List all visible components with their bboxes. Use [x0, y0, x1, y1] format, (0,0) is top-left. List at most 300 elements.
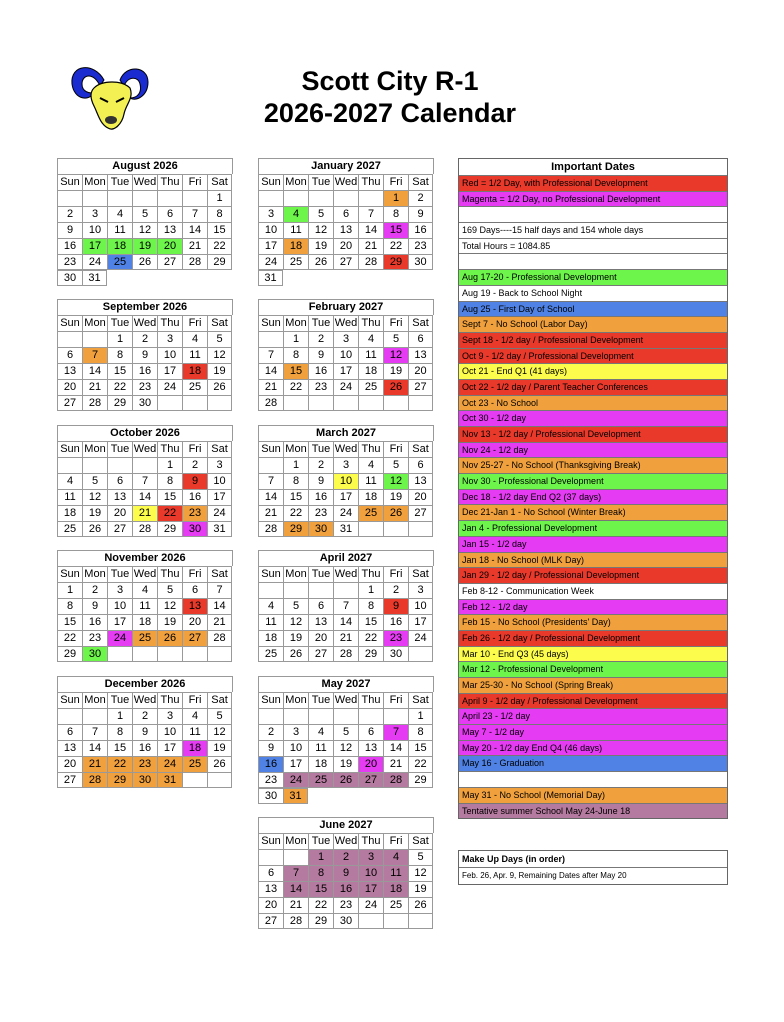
- day-cell: 5: [308, 206, 333, 222]
- weekday-label: Fri: [383, 441, 408, 457]
- day-cell: 4: [258, 598, 283, 614]
- day-cell: 25: [358, 505, 383, 521]
- day-cell: 22: [207, 238, 232, 254]
- important-date-row: Jan 18 - No School (MLK Day): [459, 552, 727, 568]
- day-cell: 24: [207, 505, 232, 521]
- empty-cell: [358, 708, 383, 724]
- day-cell: 2: [383, 582, 408, 598]
- empty-cell: [408, 913, 433, 929]
- week-row: [57, 646, 233, 662]
- day-cell: 26: [207, 756, 232, 772]
- month-title: October 2026: [57, 425, 233, 441]
- week-row: [258, 913, 434, 929]
- weekday-header: [57, 441, 233, 457]
- week-row: [57, 238, 233, 254]
- empty-cell: [383, 521, 408, 537]
- day-cell: 20: [333, 238, 358, 254]
- important-date-row: Sept 7 - No School (Labor Day): [459, 316, 727, 332]
- day-cell: 17: [207, 489, 232, 505]
- day-cell: 10: [283, 740, 308, 756]
- day-cell: 15: [308, 881, 333, 897]
- day-cell: 16: [258, 756, 283, 772]
- week-row: [57, 756, 233, 772]
- day-cell: 31: [82, 270, 107, 286]
- day-cell: 8: [57, 598, 82, 614]
- day-cell: 21: [132, 505, 157, 521]
- day-cell: 1: [107, 331, 132, 347]
- day-cell: 1: [57, 582, 82, 598]
- day-cell: 17: [333, 363, 358, 379]
- day-cell: 27: [57, 395, 82, 411]
- day-cell: 18: [57, 505, 82, 521]
- month-title: June 2027: [258, 817, 434, 833]
- day-cell: 23: [57, 254, 82, 270]
- day-cell: 31: [283, 788, 308, 804]
- important-date-row: Sept 18 - 1/2 day / Professional Development: [459, 332, 727, 348]
- day-cell: 27: [157, 254, 182, 270]
- day-cell: 13: [157, 222, 182, 238]
- week-row: [57, 254, 233, 270]
- day-cell: 29: [383, 254, 408, 270]
- day-cell: 28: [333, 646, 358, 662]
- day-cell: 3: [258, 206, 283, 222]
- day-cell: 4: [383, 849, 408, 865]
- month-calendar: [57, 158, 233, 286]
- day-cell: 1: [358, 582, 383, 598]
- day-cell: 14: [283, 881, 308, 897]
- empty-cell: [258, 582, 283, 598]
- day-cell: 8: [383, 206, 408, 222]
- day-cell: 3: [283, 724, 308, 740]
- day-cell: 30: [333, 913, 358, 929]
- month-title: December 2026: [57, 676, 233, 692]
- week-row: [258, 254, 434, 270]
- day-cell: 27: [408, 505, 433, 521]
- day-cell: 14: [132, 489, 157, 505]
- empty-cell: [82, 708, 107, 724]
- makeup-days-title: Make Up Days (in order): [459, 851, 727, 868]
- important-date-row: Feb 8-12 - Communication Week: [459, 583, 727, 599]
- empty-cell: [182, 646, 207, 662]
- day-cell: 17: [157, 363, 182, 379]
- weekday-label: Mon: [283, 692, 308, 708]
- empty-cell: [283, 395, 308, 411]
- day-cell: 14: [82, 740, 107, 756]
- day-cell: 26: [308, 254, 333, 270]
- day-cell: 28: [132, 521, 157, 537]
- empty-cell: [283, 270, 308, 286]
- week-row: [57, 598, 233, 614]
- day-cell: 25: [182, 756, 207, 772]
- day-cell: 30: [182, 521, 207, 537]
- day-cell: 2: [408, 190, 433, 206]
- empty-cell: [383, 270, 408, 286]
- day-cell: 25: [57, 521, 82, 537]
- important-date-row: 169 Days----15 half days and 154 whole days: [459, 222, 727, 238]
- important-date-row: Oct 22 - 1/2 day / Parent Teacher Conferences: [459, 379, 727, 395]
- day-cell: 10: [157, 724, 182, 740]
- makeup-days-text: Feb. 26, Apr. 9, Remaining Dates after May 20: [462, 871, 627, 880]
- day-cell: 17: [408, 614, 433, 630]
- empty-cell: [333, 582, 358, 598]
- day-cell: 27: [358, 772, 383, 788]
- day-cell: 3: [333, 457, 358, 473]
- empty-cell: [157, 190, 182, 206]
- empty-cell: [157, 395, 182, 411]
- empty-cell: [82, 457, 107, 473]
- week-row: [258, 772, 434, 788]
- important-date-row: Aug 25 - First Day of School: [459, 301, 727, 317]
- empty-cell: [132, 270, 157, 286]
- day-cell: 22: [408, 756, 433, 772]
- month-title: May 2027: [258, 676, 434, 692]
- day-cell: 20: [358, 756, 383, 772]
- empty-cell: [333, 190, 358, 206]
- empty-cell: [107, 190, 132, 206]
- day-cell: 16: [383, 614, 408, 630]
- day-cell: 4: [182, 708, 207, 724]
- day-cell: 2: [308, 331, 333, 347]
- day-cell: 17: [283, 756, 308, 772]
- weekday-label: Fri: [383, 692, 408, 708]
- day-cell: 4: [358, 331, 383, 347]
- day-cell: 28: [258, 521, 283, 537]
- day-cell: 4: [182, 331, 207, 347]
- day-cell: 19: [132, 238, 157, 254]
- weekday-label: Tue: [107, 174, 132, 190]
- day-cell: 12: [408, 865, 433, 881]
- day-cell: 24: [333, 505, 358, 521]
- important-date-row: Magenta = 1/2 Day, no Professional Development: [459, 191, 727, 207]
- empty-cell: [358, 913, 383, 929]
- weekday-label: Thu: [358, 174, 383, 190]
- day-cell: 19: [333, 756, 358, 772]
- month-title: January 2027: [258, 158, 434, 174]
- week-row: [258, 505, 434, 521]
- weekday-label: Mon: [283, 315, 308, 331]
- weekday-label: Mon: [82, 441, 107, 457]
- day-cell: 24: [258, 254, 283, 270]
- day-cell: 30: [308, 521, 333, 537]
- week-row: [57, 582, 233, 598]
- day-cell: 15: [383, 222, 408, 238]
- ram-logo: [64, 58, 160, 136]
- day-cell: 7: [82, 347, 107, 363]
- empty-cell: [182, 270, 207, 286]
- day-cell: 18: [132, 614, 157, 630]
- day-cell: 24: [107, 630, 132, 646]
- day-cell: 11: [258, 614, 283, 630]
- day-cell: 7: [182, 206, 207, 222]
- day-cell: 29: [283, 521, 308, 537]
- empty-cell: [408, 270, 433, 286]
- day-cell: 29: [57, 646, 82, 662]
- empty-cell: [258, 708, 283, 724]
- empty-cell: [182, 190, 207, 206]
- day-cell: 15: [207, 222, 232, 238]
- weekday-label: Wed: [334, 568, 358, 580]
- important-date-row: Nov 24 - 1/2 day: [459, 442, 727, 458]
- day-cell: 15: [157, 489, 182, 505]
- weekday-label: Tue: [308, 833, 333, 849]
- day-cell: 15: [107, 740, 132, 756]
- month-calendar: [258, 158, 434, 286]
- day-cell: 8: [107, 347, 132, 363]
- day-cell: 24: [358, 897, 383, 913]
- week-row: [258, 756, 434, 772]
- weekday-label: Wed: [334, 835, 358, 847]
- important-date-row: Oct 21 - End Q1 (41 days): [459, 363, 727, 379]
- day-cell: 9: [408, 206, 433, 222]
- day-cell: 11: [358, 473, 383, 489]
- weekday-label: Fri: [383, 566, 408, 582]
- week-row: [258, 222, 434, 238]
- day-cell: 23: [182, 505, 207, 521]
- day-cell: 22: [57, 630, 82, 646]
- empty-cell: [383, 708, 408, 724]
- weekday-label: Wed: [133, 176, 157, 188]
- day-cell: 26: [157, 630, 182, 646]
- day-cell: 11: [358, 347, 383, 363]
- day-cell: 12: [82, 489, 107, 505]
- week-row: [258, 708, 434, 724]
- day-cell: 7: [82, 724, 107, 740]
- day-cell: 5: [383, 457, 408, 473]
- day-cell: 21: [258, 505, 283, 521]
- day-cell: 20: [57, 756, 82, 772]
- empty-cell: [308, 190, 333, 206]
- weekday-label: Sun: [258, 833, 283, 849]
- day-cell: 13: [308, 614, 333, 630]
- day-cell: 24: [82, 254, 107, 270]
- day-cell: 12: [132, 222, 157, 238]
- empty-cell: [157, 646, 182, 662]
- day-cell: 12: [308, 222, 333, 238]
- day-cell: 24: [283, 772, 308, 788]
- day-cell: 7: [258, 473, 283, 489]
- day-cell: 30: [383, 646, 408, 662]
- day-cell: 14: [258, 363, 283, 379]
- weekday-label: Thu: [157, 566, 182, 582]
- important-date-row: Oct 30 - 1/2 day: [459, 410, 727, 426]
- weekday-header: [258, 833, 434, 849]
- day-cell: 20: [258, 897, 283, 913]
- week-row: [57, 395, 233, 411]
- day-cell: 6: [258, 865, 283, 881]
- day-cell: 29: [408, 772, 433, 788]
- day-cell: 18: [107, 238, 132, 254]
- day-cell: 6: [308, 598, 333, 614]
- day-cell: 30: [408, 254, 433, 270]
- day-cell: 12: [333, 740, 358, 756]
- weekday-label: Sat: [207, 174, 232, 190]
- day-cell: 1: [408, 708, 433, 724]
- week-row: [258, 865, 434, 881]
- day-cell: 13: [358, 740, 383, 756]
- day-cell: 23: [383, 630, 408, 646]
- important-date-row: Feb 26 - 1/2 day / Professional Development: [459, 630, 727, 646]
- month-calendar: [57, 550, 233, 662]
- weekday-label: Tue: [107, 315, 132, 331]
- month-title: April 2027: [258, 550, 434, 566]
- day-cell: 10: [207, 473, 232, 489]
- day-cell: 11: [132, 598, 157, 614]
- empty-cell: [308, 788, 333, 804]
- day-cell: 28: [358, 254, 383, 270]
- weekday-label: Tue: [107, 692, 132, 708]
- weekday-label: Sun: [258, 692, 283, 708]
- day-cell: 23: [132, 379, 157, 395]
- day-cell: 9: [182, 473, 207, 489]
- day-cell: 18: [182, 363, 207, 379]
- weekday-label: Mon: [283, 566, 308, 582]
- day-cell: 26: [283, 646, 308, 662]
- important-date-row: [459, 253, 727, 269]
- day-cell: 13: [57, 363, 82, 379]
- important-date-row: Nov 30 - Professional Development: [459, 473, 727, 489]
- day-cell: 21: [82, 379, 107, 395]
- weekday-label: Mon: [283, 441, 308, 457]
- week-row: [258, 881, 434, 897]
- day-cell: 6: [358, 724, 383, 740]
- week-row: [57, 206, 233, 222]
- empty-cell: [358, 521, 383, 537]
- weekday-label: Wed: [334, 694, 358, 706]
- day-cell: 4: [57, 473, 82, 489]
- empty-cell: [57, 190, 82, 206]
- day-cell: 14: [182, 222, 207, 238]
- week-row: [258, 347, 434, 363]
- day-cell: 31: [333, 521, 358, 537]
- day-cell: 3: [207, 457, 232, 473]
- month-calendar: [258, 550, 434, 662]
- weekday-label: Tue: [308, 441, 333, 457]
- day-cell: 23: [408, 238, 433, 254]
- week-row: [258, 630, 434, 646]
- day-cell: 12: [383, 473, 408, 489]
- important-date-row: Jan 15 - 1/2 day: [459, 536, 727, 552]
- day-cell: 27: [258, 913, 283, 929]
- day-cell: 23: [308, 379, 333, 395]
- weekday-label: Thu: [358, 441, 383, 457]
- month-calendar: [258, 299, 434, 411]
- day-cell: 10: [333, 347, 358, 363]
- weekday-label: Tue: [308, 566, 333, 582]
- day-cell: 14: [207, 598, 232, 614]
- empty-cell: [182, 395, 207, 411]
- weekday-label: Mon: [283, 174, 308, 190]
- day-cell: 1: [308, 849, 333, 865]
- day-cell: 10: [408, 598, 433, 614]
- week-row: [258, 582, 434, 598]
- day-cell: 27: [57, 772, 82, 788]
- day-cell: 15: [283, 363, 308, 379]
- day-cell: 16: [132, 740, 157, 756]
- weekday-header: [258, 441, 434, 457]
- weekday-label: Fri: [383, 174, 408, 190]
- weekday-header: [57, 315, 233, 331]
- day-cell: 16: [82, 614, 107, 630]
- day-cell: 17: [358, 881, 383, 897]
- weekday-label: Wed: [133, 568, 157, 580]
- day-cell: 31: [207, 521, 232, 537]
- day-cell: 11: [57, 489, 82, 505]
- week-row: [57, 630, 233, 646]
- empty-cell: [308, 582, 333, 598]
- day-cell: 22: [283, 379, 308, 395]
- weekday-label: Sat: [207, 566, 232, 582]
- day-cell: 9: [258, 740, 283, 756]
- day-cell: 6: [333, 206, 358, 222]
- day-cell: 30: [258, 788, 283, 804]
- day-cell: 25: [283, 254, 308, 270]
- day-cell: 10: [358, 865, 383, 881]
- empty-cell: [283, 708, 308, 724]
- day-cell: 27: [182, 630, 207, 646]
- day-cell: 24: [333, 379, 358, 395]
- day-cell: 28: [207, 630, 232, 646]
- day-cell: 12: [207, 724, 232, 740]
- weekday-label: Sun: [258, 441, 283, 457]
- day-cell: 30: [132, 395, 157, 411]
- day-cell: 11: [283, 222, 308, 238]
- day-cell: 17: [258, 238, 283, 254]
- day-cell: 5: [283, 598, 308, 614]
- empty-cell: [358, 270, 383, 286]
- day-cell: 18: [358, 489, 383, 505]
- empty-cell: [107, 270, 132, 286]
- important-dates-table: [458, 158, 728, 819]
- day-cell: 20: [107, 505, 132, 521]
- day-cell: 12: [383, 347, 408, 363]
- day-cell: 27: [308, 646, 333, 662]
- weekday-label: Sat: [408, 441, 433, 457]
- day-cell: 25: [383, 897, 408, 913]
- day-cell: 31: [157, 772, 182, 788]
- day-cell: 21: [182, 238, 207, 254]
- weekday-header: [258, 174, 434, 190]
- day-cell: 5: [207, 708, 232, 724]
- weekday-label: Sun: [57, 174, 82, 190]
- important-date-row: Feb 12 - 1/2 day: [459, 599, 727, 615]
- empty-cell: [283, 849, 308, 865]
- important-date-row: May 20 - 1/2 day End Q4 (46 days): [459, 740, 727, 756]
- week-row: [258, 646, 434, 662]
- day-cell: 4: [308, 724, 333, 740]
- day-cell: 14: [82, 363, 107, 379]
- week-row: [258, 190, 434, 206]
- day-cell: 23: [258, 772, 283, 788]
- weekday-label: Mon: [82, 315, 107, 331]
- important-date-row: Nov 13 - 1/2 day / Professional Development: [459, 426, 727, 442]
- day-cell: 2: [333, 849, 358, 865]
- day-cell: 26: [333, 772, 358, 788]
- week-row: [57, 614, 233, 630]
- day-cell: 28: [383, 772, 408, 788]
- important-date-row: May 16 - Graduation: [459, 755, 727, 771]
- weekday-header: [258, 566, 434, 582]
- day-cell: 3: [82, 206, 107, 222]
- empty-cell: [333, 270, 358, 286]
- day-cell: 3: [107, 582, 132, 598]
- month-calendar: [57, 676, 233, 788]
- weekday-header: [57, 174, 233, 190]
- day-cell: 28: [82, 395, 107, 411]
- week-row: [258, 331, 434, 347]
- weekday-label: Fri: [182, 315, 207, 331]
- week-row: [57, 505, 233, 521]
- weekday-label: Sun: [57, 566, 82, 582]
